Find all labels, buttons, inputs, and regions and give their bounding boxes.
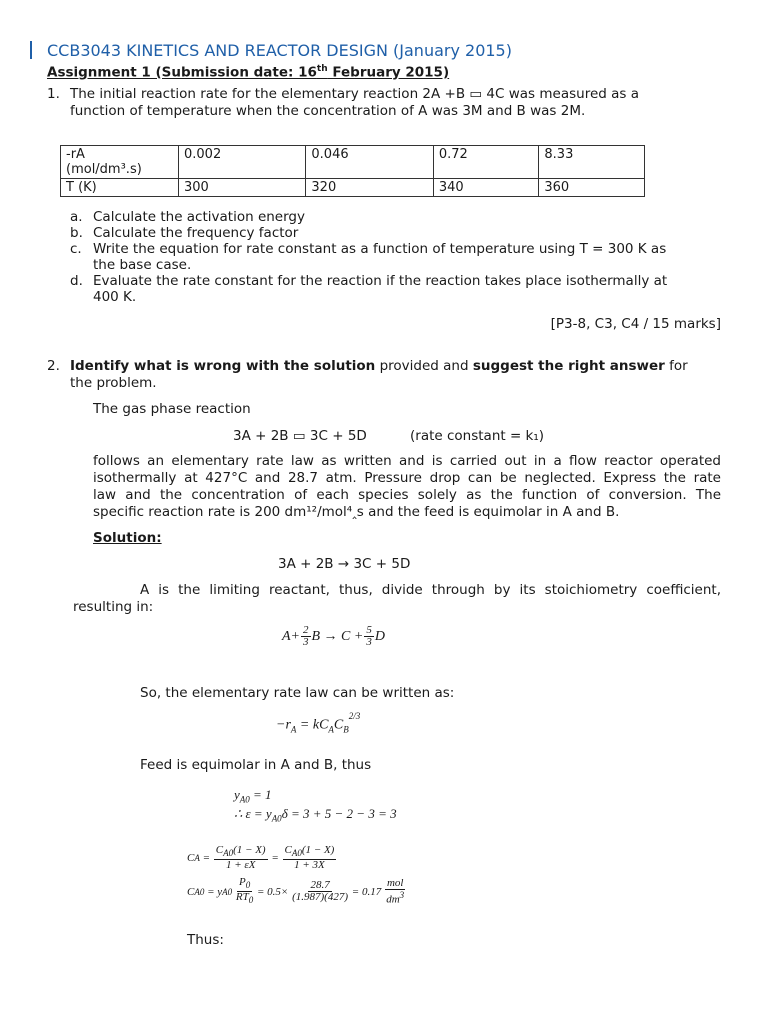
rate-temperature-table [60, 145, 645, 197]
q1-text-line1: The initial reaction rate for the elementary reaction 2A +B ▭ 4C was measured as a [70, 86, 639, 102]
normalized-reaction: A+ $\frac{2}{3}$ B → C + $\frac{5}{3}$ D [282, 624, 385, 648]
q2-intro-line1 [70, 358, 688, 374]
part-letter: b. [70, 225, 83, 241]
rate-law-text: So, the elementary rate law can be written as: [140, 685, 455, 701]
margin-bar [30, 41, 32, 59]
table-cell: 0.002 [179, 146, 306, 179]
part-text: the base case. [93, 257, 192, 273]
table-cell-temp-label: T (K) [61, 179, 179, 197]
table-row [61, 179, 645, 197]
problem-para-line4: specific reaction rate is 200 dm¹²/mol⁴‸s and the feed is equimolar in A and B. [93, 504, 620, 520]
page-title: CCB3043 KINETICS AND REACTOR DESIGN (January 2015) [47, 41, 512, 60]
q2-number: 2. [47, 358, 60, 374]
problem-para-line1: follows an elementary rate law as written and is carried out in a flow reactor operated [93, 453, 721, 469]
table-row [61, 146, 645, 179]
fraction-two-thirds: $\frac{2}{3}$ [303, 624, 309, 648]
q2-intro-mid: provided and [375, 358, 473, 374]
table-cell: 340 [433, 179, 539, 197]
reaction-equation: 3A + 2B ▭ 3C + 5D [233, 428, 367, 444]
rate-label-unit: (mol/dm³.s) [66, 162, 142, 177]
feed-text: Feed is equimolar in A and B, thus [140, 757, 372, 773]
gas-phase-text: The gas phase reaction [93, 401, 251, 417]
problem-para-line2: isothermally at 427°C and 28.7 atm. Pressure drop can be neglected. Express the rate [93, 470, 721, 486]
q1-marks: [P3-8, C3, C4 / 15 marks] [550, 316, 721, 332]
assignment-heading: Assignment 1 (Submission date: 16th February 2015) [47, 64, 450, 81]
table-cell-rate-label [61, 146, 179, 179]
part-text: Evaluate the rate constant for the reaction if the reaction takes place isothermally at [93, 273, 668, 289]
table-cell: 0.72 [433, 146, 539, 179]
ya0-equation: $y_{A0} = 1$ [234, 787, 272, 805]
rate-label-top: -rA [66, 147, 85, 162]
thus-text: Thus: [187, 932, 224, 948]
q2-intro-bold1: Identify what is wrong with the solution [70, 358, 376, 374]
q1-text-line2: function of temperature when the concentration of A was 3M and B was 2M. [70, 103, 586, 119]
solution-reaction: 3A + 2B → 3C + 5D [278, 556, 411, 572]
ca0-equation: C A0 = y A0 $\frac{P_0}{RT_0}$ = 0.5× $\frac{28.7}{(1.987)(427)}$ = 0.17 $\frac{\text{mol}}{dm^3}$ [187, 876, 405, 906]
table-cell: 320 [306, 179, 433, 197]
rate-law-equation: $-r_A = kC_AC_B^{2/3}$ [276, 711, 361, 735]
limiting-text-line1: A is the limiting reactant, thus, divide through by its stoichiometry coefficient, [140, 582, 721, 598]
table-cell: 300 [179, 179, 306, 197]
epsilon-equation: ∴ $\varepsilon = y_{A0}\delta = 3 + 5 - 2 - 3 = 3$ [234, 806, 397, 824]
q1-number: 1. [47, 86, 60, 102]
rate-constant-note: (rate constant = k₁) [410, 428, 545, 444]
part-text: Calculate the activation energy [93, 209, 305, 225]
part-text: Calculate the frequency factor [93, 225, 299, 241]
problem-para-line3: law and the concentration of each species solely as the function of conversion. The [93, 487, 721, 503]
table-cell: 0.046 [306, 146, 433, 179]
q2-intro-line2: the problem. [70, 375, 157, 391]
table-cell: 360 [539, 179, 645, 197]
part-text: 400 K. [93, 289, 137, 305]
ca-equation: C A = $\frac{C_{A0}(1 - X)}{1 + \varepsilon X}$ = $\frac{C_{A0}(1 - X)}{1 + 3X}$ [187, 844, 335, 872]
part-text: Write the equation for rate constant as a function of temperature using T = 300 K as [93, 241, 667, 257]
part-letter: d. [70, 273, 83, 289]
table-cell: 8.33 [539, 146, 645, 179]
limiting-text-line2: resulting in: [73, 599, 154, 615]
q2-intro-end: for [664, 358, 688, 374]
solution-heading: Solution: [93, 530, 162, 546]
part-letter: a. [70, 209, 83, 225]
part-letter: c. [70, 241, 82, 257]
fraction-five-thirds: $\frac{5}{3}$ [366, 624, 372, 648]
q2-intro-bold2: suggest the right answer [472, 358, 665, 374]
